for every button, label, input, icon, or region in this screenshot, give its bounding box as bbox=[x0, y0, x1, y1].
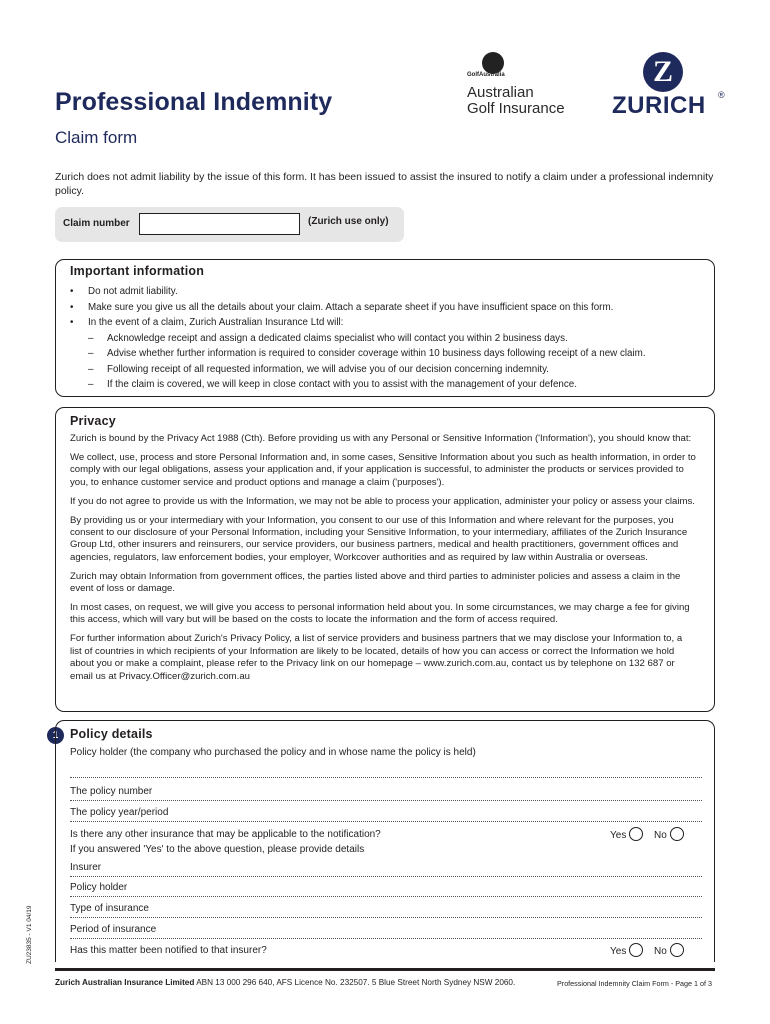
registered-mark: ® bbox=[718, 90, 725, 100]
privacy-paragraph: In most cases, on request, we will give you access to personal information held about you. In some circumstances, we may charge a fee for giving this access, which will vary but will be based on the costs to locate the information and the form of access required. bbox=[70, 601, 690, 626]
no-label: No bbox=[654, 830, 667, 841]
golf-australia-emblem-icon bbox=[482, 52, 504, 74]
if-yes-row bbox=[70, 838, 702, 858]
bullet-mark: • bbox=[70, 317, 74, 328]
privacy-paragraph: Zurich is bound by the Privacy Act 1988 (Cth). Before providing us with any Personal or Sensitive Information ('Information'), you should know that: bbox=[70, 433, 692, 444]
list-item bbox=[70, 331, 700, 347]
zurich-wordmark: ZURICH bbox=[612, 92, 706, 119]
notified-row bbox=[70, 939, 702, 959]
claim-number-input[interactable] bbox=[139, 213, 300, 235]
policy-details-panel bbox=[55, 720, 715, 962]
policy-year-label: The policy year/period bbox=[70, 807, 169, 818]
privacy-panel bbox=[55, 407, 715, 712]
no-label: No bbox=[654, 946, 667, 957]
step-number-badge: 1 bbox=[47, 727, 64, 744]
yes-radio[interactable] bbox=[629, 943, 643, 957]
list-item bbox=[70, 315, 700, 331]
dash-mark: – bbox=[88, 379, 94, 390]
dash-mark: – bbox=[88, 348, 94, 359]
policy-holder-label: Policy holder (the company who purchased the policy and in whose name the policy is held) bbox=[70, 747, 476, 758]
page-title: Professional Indemnity bbox=[55, 88, 333, 116]
claim-number-label: Claim number bbox=[63, 218, 130, 229]
important-bullets bbox=[70, 284, 700, 393]
privacy-paragraph: Zurich may obtain Information from government offices, the parties listed above and third parties to administer policies and assess a claim in the event of loss or damage. bbox=[70, 570, 681, 595]
privacy-paragraph: We collect, use, process and store Personal Information and, in some cases, Sensitive Information about you such as health information, in order to comply with our legal obligations, assess your application and, if your application is successful, to administer the products or services provided to you, to enhance customer service and product options and manage a claim ('purposes'). bbox=[70, 451, 696, 488]
type-of-insurance-field[interactable] bbox=[70, 898, 702, 918]
footer-page-info: Professional Indemnity Claim Form - Page 1 of 3 bbox=[557, 979, 712, 988]
other-insurance-question: Is there any other insurance that may be applicable to the notification? bbox=[70, 829, 381, 840]
policy-details-title: Policy details bbox=[70, 727, 153, 741]
privacy-paragraph: If you do not agree to provide us with the Information, we may not be able to process your application, administer your policy or assess your claims. bbox=[70, 495, 695, 507]
privacy-paragraph: By providing us or your intermediary with your Information, you consent to our use of this Information and where relevant for the purposes, you consent to our disclosure of your Personal Information, including your Sensitive Information, to your intermediary, affiliates of the Zurich Insurance Group Ltd, other insurers and reinsurers, our service providers, our business partners, medical and health practitioners, government offices and agencies, regulators, law enforcement bodies, your employer, Workcover authorities and as required by law within Australia or overseas. bbox=[70, 514, 688, 563]
footer-company-name: Zurich Australian Insurance Limited bbox=[55, 978, 195, 987]
bullet-text: Make sure you give us all the details about your claim. Attach a separate sheet if you have insufficient space on this form. bbox=[88, 301, 614, 313]
type-of-insurance-label: Type of insurance bbox=[70, 903, 149, 914]
list-item bbox=[70, 300, 700, 316]
policy-holder-other-field[interactable] bbox=[70, 877, 702, 897]
policy-holder-other-label: Policy holder bbox=[70, 882, 128, 893]
notified-yes[interactable] bbox=[610, 943, 643, 957]
policy-number-field[interactable] bbox=[70, 781, 702, 801]
zurich-emblem-icon: Z bbox=[643, 52, 683, 92]
dash-mark: – bbox=[88, 363, 94, 375]
insurer-label: Insurer bbox=[70, 862, 102, 873]
list-item bbox=[70, 346, 700, 362]
list-item bbox=[70, 377, 700, 393]
agi-name-line2: Golf Insurance bbox=[467, 100, 565, 117]
insurer-field[interactable] bbox=[70, 857, 702, 877]
bullet-mark: • bbox=[70, 301, 74, 313]
period-of-insurance-label: Period of insurance bbox=[70, 924, 157, 935]
footer-rule bbox=[55, 968, 715, 971]
period-of-insurance-field[interactable] bbox=[70, 919, 702, 939]
bullet-text: In the event of a claim, Zurich Australian Insurance Ltd will: bbox=[88, 317, 344, 328]
sub-item-text: Advise whether further information is required to consider coverage within 10 business days following receipt of a new claim. bbox=[107, 348, 646, 359]
policy-holder-field[interactable] bbox=[70, 758, 702, 778]
yes-label: Yes bbox=[610, 830, 627, 841]
dash-mark: – bbox=[88, 332, 94, 344]
claim-number-box bbox=[55, 207, 404, 242]
agi-emblem-text: GolfAustralia bbox=[467, 72, 505, 78]
intro-text: Zurich does not admit liability by the issue of this form. It has been issued to assist the insured to notify a claim under a professional indemnity policy. bbox=[55, 171, 714, 197]
privacy-paragraph: For further information about Zurich's Privacy Policy, a list of service providers and business partners that we may disclose your Information to, a list of countries in which recipients of your Information are likely to be located, details of how you can access or correct the Information we hold about you or make a complaint, please refer to the Privacy link on our homepage – www.zurich.com.au, contact us by telephone on 132 687 or email us at Privacy.Officer@zurich.com.au bbox=[70, 633, 683, 682]
privacy-body bbox=[70, 433, 696, 689]
important-information-panel bbox=[55, 259, 715, 397]
if-yes-label: If you answered 'Yes' to the above question, please provide details bbox=[70, 844, 365, 855]
notified-no[interactable] bbox=[654, 943, 684, 957]
bullet-text: Do not admit liability. bbox=[88, 286, 178, 297]
yes-label: Yes bbox=[610, 946, 627, 957]
list-item bbox=[70, 284, 700, 300]
document-code: ZU23835 - V1 04/19 bbox=[26, 905, 33, 964]
bullet-mark: • bbox=[70, 286, 74, 297]
page-subtitle: Claim form bbox=[55, 128, 138, 147]
policy-number-label: The policy number bbox=[70, 786, 153, 797]
notified-question: Has this matter been notified to that insurer? bbox=[70, 945, 267, 956]
sub-item-text: If the claim is covered, we will keep in close contact with you to assist with the management of your defence. bbox=[107, 379, 577, 390]
important-information-title: Important information bbox=[70, 264, 205, 278]
footer-company-details: ABN 13 000 296 640, AFS Licence No. 232507. 5 Blue Street North Sydney NSW 2060. bbox=[194, 978, 516, 987]
sub-item-text: Acknowledge receipt and assign a dedicated claims specialist who will contact you within 2 business days. bbox=[107, 332, 568, 344]
claim-number-note: (Zurich use only) bbox=[308, 216, 389, 227]
agi-name bbox=[467, 85, 565, 117]
zurich-logo bbox=[612, 52, 727, 118]
footer-company-info bbox=[55, 978, 515, 987]
no-radio[interactable] bbox=[670, 943, 684, 957]
sub-item-text: Following receipt of all requested information, we will advise you of our decision concerning indemnity. bbox=[107, 363, 549, 375]
agi-name-line1: Australian bbox=[467, 84, 534, 101]
list-item bbox=[70, 362, 700, 378]
privacy-title: Privacy bbox=[70, 414, 116, 428]
policy-year-field[interactable] bbox=[70, 802, 702, 822]
